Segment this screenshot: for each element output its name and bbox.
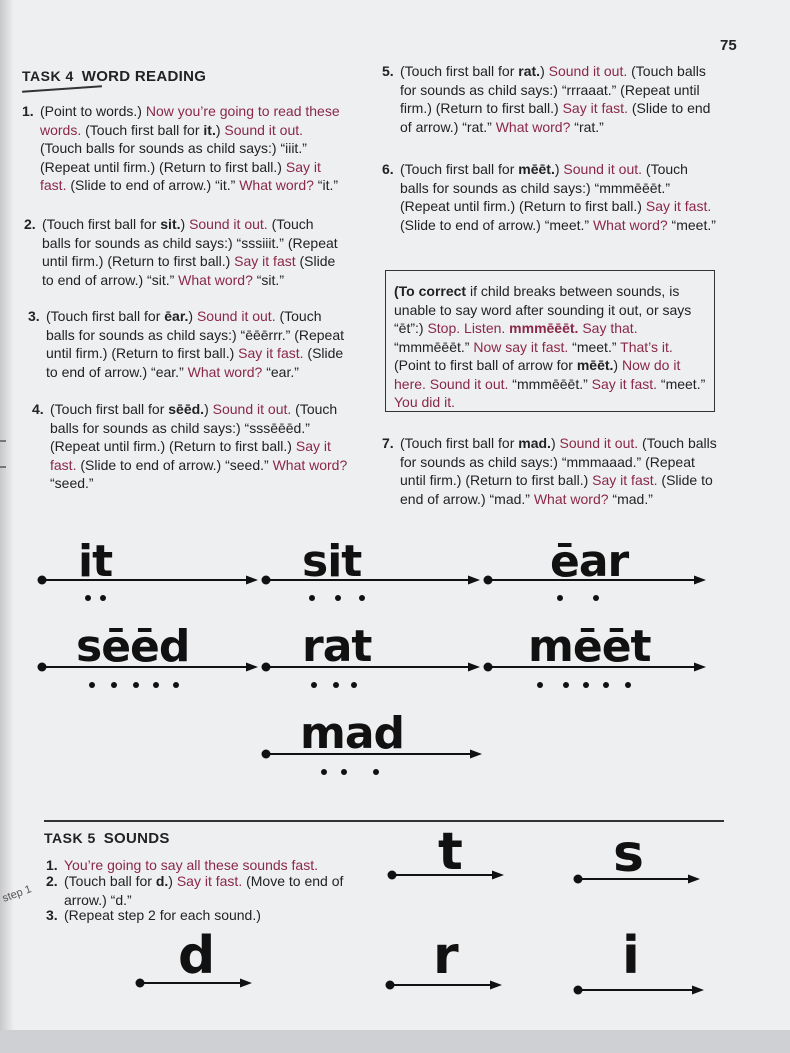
teacher-script: Sound it out.: [548, 63, 628, 79]
instruction-text: (Touch first ball for: [42, 216, 161, 232]
sound-ball: [335, 595, 341, 601]
teacher-script: Sound it out.: [196, 308, 276, 324]
task4-step-3: [28, 307, 346, 381]
instruction-text: ): [215, 121, 225, 138]
arrowhead: [490, 981, 502, 990]
teacher-script: What word?: [533, 490, 609, 507]
teacher-script: What word?: [178, 271, 253, 288]
teacher-script: Now do it here. Sound it out.: [394, 357, 681, 392]
start-ball: [38, 576, 47, 585]
instruction-text: ): [540, 63, 549, 79]
word-rat: rat: [302, 621, 372, 672]
arrowhead: [694, 663, 706, 672]
instruction-text: (Slide to end of arrow.) “meet.”: [400, 216, 593, 233]
instruction-text: (Touch balls for sounds as child says:) “sssēēēd.” (Repeat until firm.) (Return to first ball.): [50, 401, 338, 455]
instruction-text: (Slide to end of arrow.) “seed.”: [76, 456, 273, 473]
teacher-script: Say it fast.: [50, 438, 331, 473]
sound-ball: [309, 595, 315, 601]
teacher-script: Say it fast.: [40, 158, 321, 194]
task4-title: WORD READING: [81, 68, 207, 85]
sound-ball: [359, 595, 365, 601]
target-word: (To correct: [394, 283, 467, 299]
correction-text: [394, 282, 712, 412]
step-number: 4.: [32, 401, 44, 417]
sound-ball: [111, 682, 117, 688]
teacher-script: Sound it out.: [189, 216, 268, 232]
start-ball: [386, 981, 395, 990]
instruction-text: (Slide to end of arrow.) “rat.”: [400, 100, 711, 135]
step-number: 7.: [382, 435, 394, 451]
teacher-script: Now you’re going to read these words.: [40, 103, 340, 138]
instruction-text: (Touch balls for sounds as child says:) “mmmaaad.” (Repeat until firm.) (Return to first ball.): [400, 435, 717, 489]
instruction-text: ): [554, 161, 564, 177]
sound-ball: [373, 769, 379, 775]
instruction-text: “mmmēēēt.”: [394, 338, 474, 355]
task4-number: TASK 4: [22, 68, 74, 84]
arrowhead: [692, 986, 704, 995]
arrowhead: [240, 979, 252, 988]
step-number: 6.: [382, 161, 394, 177]
arrowhead: [688, 875, 700, 884]
word-sit: sit: [302, 536, 362, 587]
arrowhead: [492, 871, 504, 880]
instruction-text: (Slide to end of arrow.) “ear.”: [46, 345, 344, 380]
sound-s: s: [613, 824, 644, 884]
teacher-script: Say it fast: [234, 253, 296, 270]
step-number: 2.: [24, 216, 36, 232]
start-ball: [262, 750, 271, 759]
teacher-script: You’re going to say all these sounds fast.: [64, 857, 318, 873]
instruction-text: (Touch balls for sounds as child says:) “iiit.” (Repeat until firm.) (Return to first ball.): [40, 140, 307, 175]
start-ball: [574, 986, 583, 995]
sound-ball: [89, 682, 95, 688]
task5-step-2: [46, 872, 364, 909]
target-word: mēēt.: [576, 357, 614, 373]
target-word: ēar.: [164, 308, 189, 324]
word-ear: ēar: [550, 536, 629, 587]
arrowhead: [246, 576, 258, 585]
sound-t: t: [438, 822, 463, 882]
arrowhead: [468, 663, 480, 672]
teacher-script: What word?: [272, 456, 348, 473]
sound-ball: [563, 682, 569, 688]
teacher-script: What word?: [592, 216, 668, 233]
task5-number: TASK 5: [44, 830, 96, 846]
word-it: it: [78, 536, 113, 587]
sound-ball: [311, 682, 317, 688]
instruction-text: ): [613, 357, 622, 373]
instruction-text: “rat.”: [570, 118, 604, 135]
arrowhead: [468, 576, 480, 585]
teacher-script: Now say it fast.: [473, 338, 569, 355]
teacher-script: What word?: [495, 118, 571, 135]
teacher-script: Sound it out.: [559, 435, 639, 451]
teacher-script: Sound it out.: [563, 161, 643, 177]
instruction-text: (Touch first ball for: [46, 308, 165, 324]
step-number: 3.: [28, 308, 40, 324]
sound-ball: [557, 595, 563, 601]
task4-heading: [22, 68, 206, 86]
instruction-text: (Touch first ball for: [400, 63, 519, 79]
instruction-text: (Touch ball for: [64, 873, 156, 889]
teacher-script: Say it fast.: [176, 873, 243, 889]
instruction-text: (Slide to end of arrow.) “mad.”: [400, 472, 713, 507]
sound-ball: [100, 595, 106, 601]
instruction-text: “meet.”: [568, 338, 621, 355]
step-number: 3.: [46, 907, 58, 923]
start-ball: [484, 576, 493, 585]
instruction-text: (Touch first ball for: [400, 435, 519, 451]
instruction-text: “meet.”: [667, 216, 716, 233]
instruction-text: (Slide to end of arrow.) “it.”: [66, 177, 240, 194]
instruction-text: “mad.”: [608, 490, 653, 507]
instruction-text: ): [204, 401, 213, 417]
instruction-text: (Touch balls for sounds as child says:) “ēēērrr.” (Repeat until firm.) (Return to first ball.): [46, 308, 345, 362]
instruction-text: (Touch first ball for: [81, 121, 204, 138]
word-seed: sēēd: [76, 621, 190, 672]
sound-ball: [85, 595, 91, 601]
target-word: rat.: [518, 63, 541, 79]
instruction-text: if child breaks between sounds, is unable to say word after sounding it out, or says “ēt”:): [394, 283, 692, 336]
instruction-text: “mmmēēēt.”: [508, 375, 592, 392]
margin-note: step 1: [0, 883, 34, 905]
sound-ball: [593, 595, 599, 601]
instruction-text: “ear.”: [262, 363, 299, 380]
teacher-script: Say it fast.: [238, 345, 304, 362]
task4-step-2: [24, 215, 342, 289]
margin-tick: [0, 440, 6, 442]
start-ball: [262, 663, 271, 672]
teacher-script: Sound it out.: [212, 401, 292, 417]
arrowhead: [470, 750, 482, 759]
start-ball: [38, 663, 47, 672]
teacher-script: Sound it out.: [224, 121, 304, 138]
sound-ball: [321, 769, 327, 775]
teacher-script: Say that.: [578, 320, 638, 336]
word-meet: mēēt: [528, 621, 651, 672]
sound-ball: [537, 682, 543, 688]
task4-step-1: [22, 102, 345, 195]
step-number: 1.: [46, 857, 58, 873]
instruction-text: ): [180, 216, 190, 232]
page-number: 75: [720, 37, 737, 54]
instruction-text: “sit.”: [252, 271, 284, 288]
start-ball: [388, 871, 397, 880]
instruction-text: “meet.”: [657, 375, 706, 392]
sound-ball: [351, 682, 357, 688]
teacher-script: What word?: [187, 363, 263, 380]
sound-ball: [153, 682, 159, 688]
target-word: d.: [155, 873, 169, 889]
instruction-text: (Touch first ball for: [400, 161, 519, 177]
teacher-script: Say it fast.: [645, 198, 712, 215]
arrowhead: [246, 663, 258, 672]
task4-underline: [22, 85, 102, 92]
task4-step-4: [32, 400, 350, 493]
sound-ball: [341, 769, 347, 775]
teacher-script: mmmēēēt.: [509, 320, 579, 336]
instruction-text: ): [550, 435, 560, 451]
teacher-script: Say it fast.: [562, 100, 628, 117]
instruction-text: (Repeat step 2 for each sound.): [64, 907, 261, 923]
step-number: 5.: [382, 63, 394, 79]
teacher-script: Say it fast.: [592, 472, 658, 489]
instruction-text: (Point to first ball of arrow for: [394, 357, 577, 373]
target-word: mēēt.: [518, 161, 555, 177]
sound-ball: [333, 682, 339, 688]
page-bottom-edge: [0, 1030, 790, 1053]
start-ball: [136, 979, 145, 988]
instruction-text: “seed.”: [50, 475, 94, 492]
start-ball: [484, 663, 493, 672]
step-number: 2.: [46, 873, 58, 889]
teacher-script: You did it.: [394, 394, 455, 410]
instruction-text: (Point to words.): [40, 103, 146, 119]
instruction-text: (Move to end of arrow.) “d.”: [64, 873, 344, 908]
sound-ball: [133, 682, 139, 688]
teacher-script: Say it fast.: [591, 375, 658, 392]
instruction-text: “it.”: [313, 177, 339, 194]
task5-top-rule: [44, 820, 724, 822]
instruction-text: (Touch balls for sounds as child says:) “mmmēēēt.” (Repeat until firm.) (Return to first ball.): [400, 161, 688, 215]
instruction-text: (Touch first ball for: [50, 401, 169, 417]
task4-step-5: [382, 62, 720, 136]
word-mad: mad: [300, 708, 405, 759]
task5-step-3: [46, 906, 364, 925]
task5-title: SOUNDS: [103, 830, 170, 847]
teacher-script: What word?: [239, 177, 314, 194]
task4-step-7: [382, 434, 720, 508]
instruction-text: (Slide to end of arrow.) “sit.”: [42, 253, 336, 288]
target-word: mad.: [518, 435, 551, 451]
sound-ball: [603, 682, 609, 688]
sound-d: d: [178, 926, 216, 986]
teacher-script: That’s it.: [620, 338, 673, 355]
sound-i: i: [622, 926, 640, 986]
start-ball: [574, 875, 583, 884]
margin-tick: [0, 466, 6, 468]
instruction-text: ): [188, 308, 197, 324]
sound-ball: [583, 682, 589, 688]
instruction-text: (Touch balls for sounds as child says:) “sssiiit.” (Repeat until firm.) (Return to first ball.): [42, 216, 338, 270]
sound-ball: [625, 682, 631, 688]
target-word: it.: [203, 121, 216, 138]
step-number: 1.: [22, 103, 34, 119]
task4-step-6: [382, 160, 720, 234]
instruction-text: (Touch balls for sounds as child says:) “rrraaat.” (Repeat until firm.) (Return to first ball.): [400, 63, 706, 117]
teacher-script: Stop. Listen.: [427, 320, 510, 336]
start-ball: [262, 576, 271, 585]
sound-r: r: [433, 926, 459, 986]
target-word: sēēd.: [168, 401, 205, 417]
instruction-text: ): [168, 873, 177, 889]
arrowhead: [694, 576, 706, 585]
task5-heading: [44, 830, 170, 848]
sound-ball: [173, 682, 179, 688]
target-word: sit.: [160, 216, 181, 232]
